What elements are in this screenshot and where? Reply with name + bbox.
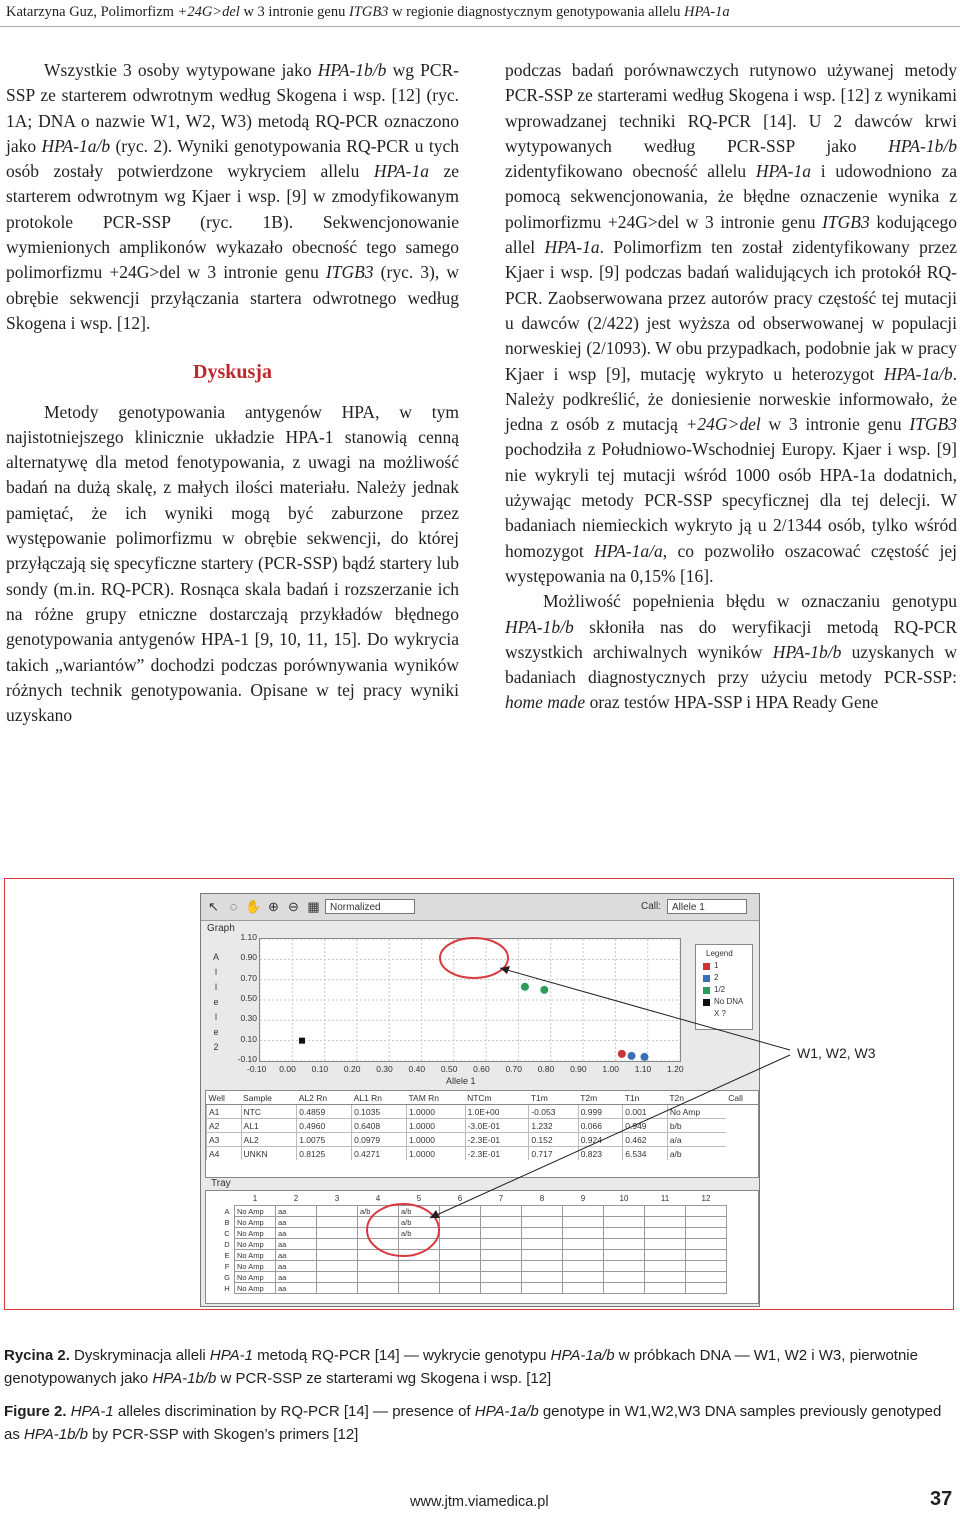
tray-well[interactable]: No Amp <box>235 1228 276 1239</box>
x-tick-label: 0.10 <box>311 1064 329 1074</box>
text-run: skłoniła nas do weryfikacji metodą RQ-PCR wszystkich archiwalnych wyników <box>505 616 957 662</box>
tray-well[interactable]: No Amp <box>235 1261 276 1272</box>
wells-cell: 0.6408 <box>352 1119 407 1133</box>
text-run: oraz testów HPA-SSP i HPA Ready Gene <box>585 692 879 713</box>
x-tick-label: 1.20 <box>667 1064 684 1074</box>
y-tick-label: 0.90 <box>240 952 257 963</box>
text-run: . Należy podkreślić, że doniesienie norweskie informowało, że jedna z osób z mutacją <box>505 363 957 435</box>
text-run: Wszystkie 3 osoby wytypowane jako <box>44 60 318 80</box>
annotation-arrow-tray <box>430 1055 790 1218</box>
tray-row-label: G <box>224 1272 230 1282</box>
text-run: HPA-1b/b <box>772 641 842 662</box>
wells-cell: 0.001 <box>623 1105 668 1119</box>
tray-well[interactable]: a/b <box>399 1228 440 1239</box>
text-run: podczas badań porównawczych rutynowo używanej metody PCR-SSP ze starterami według Skogena i wsp. [12] z wynikami wprowadzanej techniki RQ-PCR [14]. U 2 dawców krwi wytypowanych według PCR-SSP jako <box>505 60 957 156</box>
caption-english <box>4 1400 957 1446</box>
wells-column-header[interactable]: T2n <box>667 1091 726 1105</box>
text-run: HPA-1a <box>373 161 429 182</box>
y-tick-label: 1.10 <box>240 932 257 942</box>
text-run: HPA-1a <box>544 237 600 258</box>
tray-well[interactable]: a/b <box>358 1206 399 1217</box>
legend-item-2: 2 <box>714 973 719 982</box>
caption-polish <box>4 1344 957 1390</box>
tray-column-header: 10 <box>619 1193 629 1203</box>
wells-cell: 1.0075 <box>297 1133 352 1147</box>
wells-column-header[interactable]: T1m <box>529 1091 578 1105</box>
text-run: HPA-1b/b <box>152 1370 217 1387</box>
wells-cell: A1 <box>207 1105 242 1119</box>
x-tick-label: -0.10 <box>247 1064 267 1074</box>
call-select[interactable]: Allele 1 <box>667 899 747 914</box>
text-run: HPA-1 <box>209 1347 253 1364</box>
text-run: HPA-1 <box>70 1403 114 1420</box>
tray-well[interactable]: No Amp <box>235 1239 276 1250</box>
text-run: HPA-1b/b <box>888 135 957 156</box>
wells-column-header[interactable]: Well <box>207 1091 242 1105</box>
wells-cell: A3 <box>207 1133 242 1147</box>
text-run: home made <box>505 692 586 713</box>
wells-cell: 6.534 <box>623 1147 668 1161</box>
tray-well[interactable]: aa <box>276 1250 317 1261</box>
text-run: (ryc. 3), w obrębie sekwencji przyłączania startera odwrotnego według Skogena i wsp. [12]. <box>6 262 459 333</box>
grid-icon[interactable]: ▦ <box>307 899 320 914</box>
text-run: w 3 intronie genu <box>760 414 910 435</box>
text-run: ITGB3 <box>822 211 870 232</box>
y-axis-title: A l l e l e 2 <box>212 952 219 1052</box>
text-run: HPA-1a <box>755 161 812 182</box>
wells-cell: -0.053 <box>529 1105 578 1119</box>
text-run: zidentyfikowano obecność allelu <box>505 161 756 182</box>
x-tick-label: 0.70 <box>505 1064 522 1074</box>
wells-column-header[interactable]: TAM Rn <box>406 1091 465 1105</box>
legend-item-1: 1 <box>714 961 719 970</box>
tray-well[interactable]: aa <box>276 1272 317 1283</box>
tray-well[interactable]: No Amp <box>235 1272 276 1283</box>
wells-cell: 1.0000 <box>406 1119 465 1133</box>
text-run: i udowodniono za pomocą sekwencjonowania, że błędne oznaczenie wynika z polimorfizmu +24G>del w 3 intronie genu <box>505 161 957 232</box>
tray-well[interactable]: aa <box>276 1261 317 1272</box>
x-tick-label: 0.30 <box>376 1064 393 1074</box>
x-tick-label: 0.50 <box>440 1064 458 1074</box>
wells-cell: a/b <box>667 1147 726 1161</box>
y-tick-label: 0.70 <box>240 972 257 983</box>
text-run: +24G>del <box>685 414 761 435</box>
y-tick-label: 0.50 <box>240 993 257 1003</box>
text-run: w PCR-SSP ze starterami wg Skogena i wsp. [12] <box>216 1370 552 1387</box>
text-run: Figure 2. <box>4 1403 71 1420</box>
wells-column-header[interactable]: T1n <box>623 1091 668 1105</box>
tray-column-header: 9 <box>580 1193 586 1203</box>
wells-cell: 1.0000 <box>406 1147 465 1161</box>
tray-well[interactable]: No Amp <box>235 1250 276 1261</box>
tray-row-label: F <box>224 1261 230 1271</box>
wells-cell: 0.999 <box>578 1105 623 1119</box>
page-number: 37 <box>930 1488 953 1510</box>
text-run: HPA-1a/b <box>550 1347 615 1364</box>
x-tick-label: 1.10 <box>634 1064 652 1074</box>
tray-well[interactable]: No Amp <box>235 1283 276 1294</box>
wells-cell: UNKN <box>241 1147 297 1161</box>
tray-well[interactable]: aa <box>276 1206 317 1217</box>
x-tick-label: 0.20 <box>343 1064 361 1074</box>
tray-column-header: 12 <box>701 1193 711 1203</box>
tray-row-label: E <box>224 1250 230 1260</box>
legend-item-4: No DNA <box>714 997 744 1006</box>
tray-row-label: C <box>224 1228 230 1238</box>
samples-annotation: W1, W2, W3 <box>797 1045 876 1061</box>
legend-item-5: X ? <box>714 1009 727 1018</box>
wells-cell: a/a <box>667 1133 726 1147</box>
tray-column-header: 4 <box>375 1193 381 1203</box>
wells-column-header[interactable]: AL1 Rn <box>352 1091 407 1105</box>
text-run: pochodziła z Południowo-Wschodniej Europy. Kjaer i wsp. [9] nie wykryli tej mutacji wśród 1000 osób HPA-1a dodatnich, używając metody PCR-SSP specyficznej dla tej delecji. W badaniach niemieckich wykryto ją u 2/1344 osób, tylko wśród homozygot <box>505 439 957 561</box>
tray-column-header: 3 <box>334 1193 340 1203</box>
wells-cell: 1.0000 <box>406 1133 465 1147</box>
wells-column-header[interactable]: AL2 Rn <box>297 1091 352 1105</box>
wells-cell: b/b <box>667 1119 726 1133</box>
tray-well[interactable]: aa <box>276 1239 317 1250</box>
text-run: uzyskanych w badaniach diagnostycznych przy użyciu metody PCR-SSP: <box>505 641 957 688</box>
wells-cell: 0.924 <box>578 1133 623 1147</box>
wells-cell: -3.0E-01 <box>465 1119 529 1133</box>
header-title-c: w regionie diagnostycznym genotypowania allelu <box>388 4 684 20</box>
wells-cell: No Amp <box>667 1105 726 1119</box>
text-run: HPA-1b/b <box>24 1426 88 1443</box>
legend-title: Legend <box>706 949 733 958</box>
wells-cell: AL2 <box>241 1133 297 1147</box>
wells-cell: NTC <box>241 1105 297 1119</box>
header-author: Katarzyna Guz, <box>6 4 101 20</box>
x-tick-label: 1.00 <box>602 1064 619 1074</box>
text-run: metodą RQ-PCR [14] — wykrycie genotypu <box>253 1347 551 1364</box>
tray-column-header: 1 <box>252 1193 258 1203</box>
wells-cell: 0.8125 <box>297 1147 352 1161</box>
x-tick-label: 0.90 <box>570 1064 587 1074</box>
footer-url[interactable]: www.jtm.viamedica.pl <box>410 1494 549 1510</box>
x-tick-label: 0.00 <box>279 1064 296 1074</box>
text-run: HPA-1b/b <box>505 616 574 637</box>
annotation-arrow-plot <box>500 968 790 1050</box>
text-run: . Polimorfizm ten został zidentyfikowany przez Kjaer i wsp. [9] podczas badań walidujących ich protokół RQ-PCR. Zaobserwowana przez autorów pracy częstość tej mutacji u dawców (2/422) jest wyższa od obserwowanej w populacji norweskiej (2/1093). W obu przypadkach, podobnie jak w pracy Kjaer i wsp [9], mutację wykryto u heterozygot <box>505 237 957 384</box>
header-variant: +24G>del <box>177 4 240 20</box>
tray-column-header: 6 <box>457 1193 463 1203</box>
view-select[interactable]: Normalized <box>325 899 415 914</box>
highlight-circle-tray <box>367 1204 439 1256</box>
wells-cell: 0.462 <box>623 1133 668 1147</box>
wells-cell: 0.4859 <box>297 1105 352 1119</box>
highlight-circle-plot <box>440 938 508 978</box>
y-tick-label: -0.10 <box>237 1054 257 1064</box>
tray-pane-label: Tray <box>211 1178 231 1189</box>
header-allele: HPA-1a <box>684 4 730 20</box>
tray-column-header: 5 <box>416 1193 422 1203</box>
y-tick-label: 0.30 <box>240 1013 257 1024</box>
wells-column-header[interactable]: NTCm <box>465 1091 529 1105</box>
text-run: Metody genotypowania antygenów HPA, w tym najistotniejszego klinicznie układzie HPA-1 stanowią cenną alternatywę dla metod fenotypowania, z uwagi na możliwość badań na dużą skalę, z małych ilości materiału. Należy jednak pamiętać, że ich wyniki mogą być zaburzone przez występowanie polimorfizmu w obrębie sekwencji, do której przyłączają się specyficzne startery (PCR-SSP) bądź startery lub sondy (m.in. RQ-PCR). Rosnąca skala badań i rozszerzanie ich na różne grupy etniczne dostarczają przykładów błędnego genotypowania antygenów HPA-1 [9, 10, 11, 15]. Do wykrycia takich „wariantów” dochodzi podczas porównywania wyników różnych technik genotypowania. Opisane w tej pracy wyniki uzyskano <box>6 401 459 726</box>
tray-well[interactable]: a/b <box>399 1206 440 1217</box>
header-gene: ITGB3 <box>348 4 389 20</box>
tray-well[interactable]: a/b <box>399 1217 440 1228</box>
wells-cell: 0.949 <box>623 1119 668 1133</box>
text-run: alleles discrimination by RQ-PCR [14] — presence of <box>113 1403 475 1420</box>
text-run: , co pozwoliło oszacować częstość jej występowania na 0,15% [16]. <box>505 540 957 586</box>
text-run: ze starterem odwrotnym wg Kjaer i wsp. [9] w zmodyfikowanym protokole PCR-SSP (ryc. 1B). Sekwencjonowanie wymienionych amplikonów wykazało obecność tego samego polimorfizmu +24G>del w 3 intronie genu <box>6 161 460 283</box>
text-run: genotype in W1,W2,W3 DNA samples previously genotyped as <box>4 1403 942 1443</box>
tray-well[interactable]: aa <box>276 1217 317 1228</box>
graph-pane-label: Graph <box>207 923 235 934</box>
lasso-icon[interactable]: ◌ <box>229 899 238 914</box>
wells-cell: 0.4271 <box>352 1147 407 1161</box>
text-run: w próbkach DNA — W1, W2 i W3, pierwotnie genotypowanych jako <box>4 1347 918 1387</box>
text-run: wg PCR-SSP ze starterem odwrotnym według Skogena i wsp. [12] (ryc. 1A; DNA o nazwie W1, W2, W3) metodą RQ-PCR oznaczono jako <box>6 60 459 156</box>
wells-cell: 0.0979 <box>352 1133 407 1147</box>
zoom-out-icon[interactable]: ⊖ <box>288 899 299 914</box>
hand-icon[interactable]: ✋ <box>245 899 262 914</box>
text-run: ITGB3 <box>325 262 374 283</box>
tray-column-header: 2 <box>293 1193 299 1203</box>
tray-row-label: B <box>224 1217 230 1227</box>
tray-well[interactable]: aa <box>276 1283 317 1294</box>
text-run: HPA-1a/b <box>41 135 111 156</box>
wells-cell: AL1 <box>241 1119 297 1133</box>
section-title-dyskusja: Dyskusja <box>193 361 272 384</box>
x-tick-label: 0.40 <box>408 1064 426 1074</box>
wells-column-header[interactable]: Sample <box>241 1091 297 1105</box>
tray-column-header: 8 <box>539 1193 545 1203</box>
tray-well[interactable]: No Amp <box>235 1206 276 1217</box>
text-run: ITGB3 <box>909 414 957 435</box>
zoom-in-icon[interactable]: ⊕ <box>268 899 279 914</box>
x-tick-label: 0.60 <box>473 1064 490 1074</box>
text-run: HPA-1a/b <box>474 1403 539 1420</box>
text-run: Możliwość popełnienia błędu w oznaczaniu genotypu <box>543 591 957 612</box>
tray-column-header: 11 <box>660 1193 670 1203</box>
wells-column-header[interactable]: Call <box>726 1091 758 1105</box>
tray-well[interactable]: No Amp <box>235 1217 276 1228</box>
text-run: HPA-1b/b <box>317 60 387 80</box>
wells-cell: 1.232 <box>529 1119 578 1133</box>
legend-item-3: 1/2 <box>714 985 726 994</box>
wells-cell: 0.717 <box>529 1147 578 1161</box>
tray-well[interactable]: aa <box>276 1228 317 1239</box>
tray-row-label: D <box>224 1239 230 1249</box>
wells-cell: A4 <box>207 1147 242 1161</box>
text-run: HPA-1a/b <box>883 363 953 384</box>
wells-cell: A2 <box>207 1119 242 1133</box>
x-axis-title: Allele 1 <box>446 1076 476 1086</box>
text-run: Dyskryminacja alleli <box>74 1347 210 1364</box>
wells-cell: 1.0000 <box>406 1105 465 1119</box>
x-tick-label: 0.80 <box>537 1064 555 1074</box>
wells-cell: 0.066 <box>578 1119 623 1133</box>
wells-cell: 1.0E+00 <box>465 1105 529 1119</box>
call-label: Call: <box>641 901 662 912</box>
header-title-a: Polimorfizm <box>100 4 178 20</box>
text-run: kodującego allel <box>505 211 957 258</box>
wells-cell: -2.3E-01 <box>465 1147 529 1161</box>
wells-column-header[interactable]: T2m <box>578 1091 623 1105</box>
tray-row-label: A <box>224 1206 230 1216</box>
y-tick-label: 0.10 <box>240 1033 257 1044</box>
pointer-icon[interactable]: ↖ <box>208 899 219 914</box>
text-run: Rycina 2. <box>4 1347 75 1364</box>
text-run: HPA-1a/a <box>594 540 663 561</box>
wells-cell: 0.823 <box>578 1147 623 1161</box>
tray-row-label: H <box>224 1283 230 1293</box>
header-title-b: w 3 intronie genu <box>239 4 349 20</box>
wells-cell: 0.1035 <box>352 1105 407 1119</box>
wells-cell: -2.3E-01 <box>465 1133 529 1147</box>
tray-column-header: 7 <box>498 1193 504 1203</box>
wells-cell: 0.152 <box>529 1133 578 1147</box>
wells-cell: 0.4960 <box>297 1119 352 1133</box>
text-run: (ryc. 2). Wyniki genotypowania RQ-PCR u tych osób zostały potwierdzone wykryciem allelu <box>6 135 459 182</box>
text-run: by PCR-SSP with Skogen’s primers [12] <box>87 1426 359 1443</box>
